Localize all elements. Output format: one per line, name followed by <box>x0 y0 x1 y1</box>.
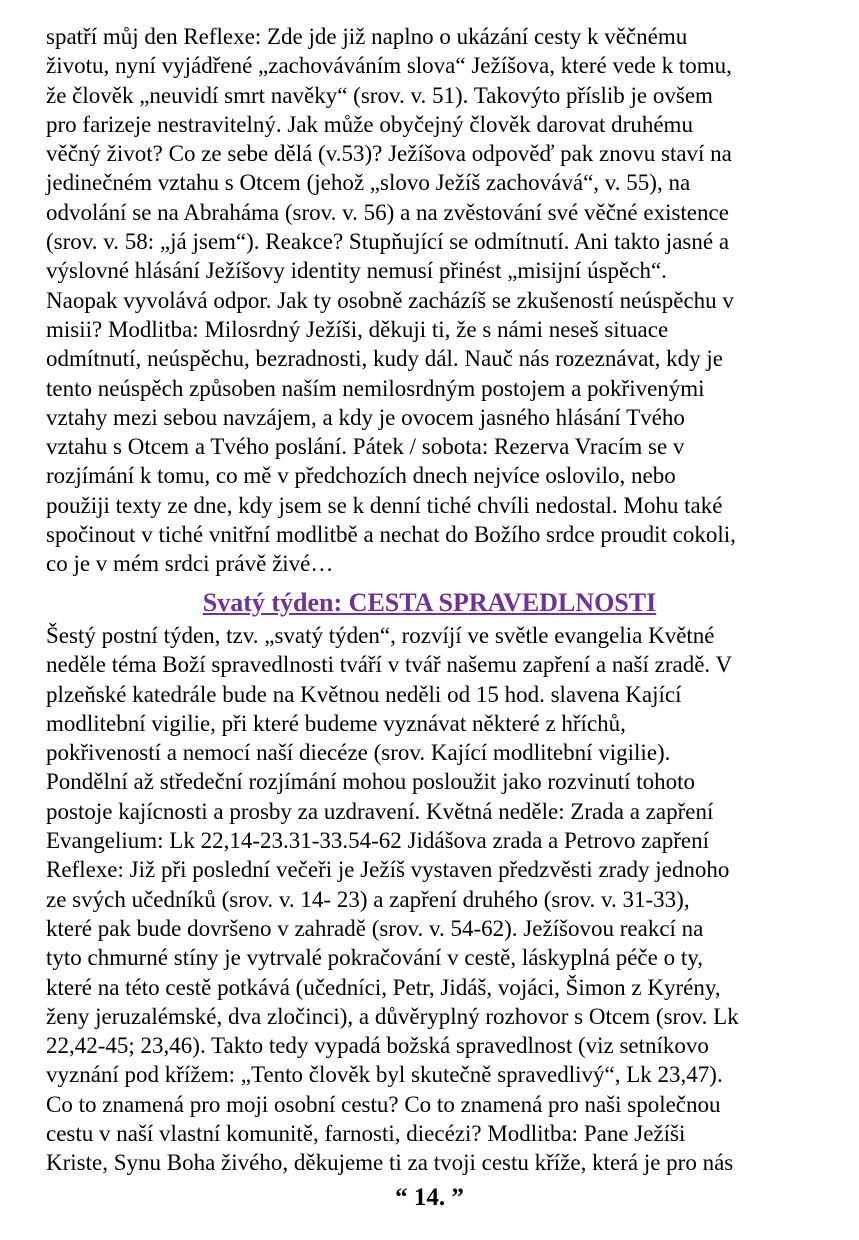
text-line: Evangelium: Lk 22,14-23.31-33.54-62 Jidášova zrada a Petrovo zapření <box>46 828 709 854</box>
text-line: plzeňské katedrále bude na Květnou neděli od 15 hod. slavena Kající <box>46 681 682 707</box>
text-line: tento neúspěch způsoben naším nemilosrdným postojem a pokřivenými <box>46 375 705 401</box>
text-line: Co to znamená pro moji osobní cestu? Co to znamená pro naši společnou <box>46 1091 721 1117</box>
text-line: (srov. v. 58: „já jsem“). Reakce? Stupňující se odmítnutí. Ani takto jasné a <box>46 229 730 255</box>
text-line: výslovné hlásání Ježíšovy identity nemusí přinést „misijní úspěch“. <box>46 258 667 284</box>
text-line: jedinečném vztahu s Otcem (jehož „slovo Ježíš zachovává“, v. 55), na <box>46 170 691 196</box>
text-line: ze svých učedníků (srov. v. 14- 23) a zapření druhého (srov. v. 31-33), <box>46 886 690 912</box>
page-number: “ 14. ” <box>395 1184 464 1211</box>
text-line: neděle téma Boží spravedlnosti tváří v tvář našemu zapření a naší zradě. V <box>46 652 733 678</box>
text-line: Reflexe: Již při poslední večeři je Ježíš vystaven předzvěsti zrady jednoho <box>46 857 730 883</box>
text-line: které pak bude dovršeno v zahradě (srov. v. 54-62). Ježíšovou reakcí na <box>46 915 704 941</box>
text-line: použiji texty ze dne, kdy jsem se k denní tiché chvíli nedostal. Mohu také <box>46 492 723 518</box>
text-line: pro farizeje nestravitelný. Jak může obyčejný člověk darovat druhému <box>46 111 693 137</box>
text-line: rozjímání k tomu, co mě v předchozích dnech nejvíce oslovilo, nebo <box>46 463 676 489</box>
text-line: věčný život? Co ze sebe dělá (v.53)? Ježíšova odpověď pak znovu staví na <box>46 141 732 167</box>
text-line: vyznání pod křížem: „Tento člověk byl skutečně spravedlivý“, Lk 23,47). <box>46 1062 723 1088</box>
text-line: postoje kajícnosti a prosby za uzdravení. Květná neděle: Zrada a zapření <box>46 798 714 824</box>
text-line: pokřiveností a nemocí naší diecéze (srov. Kající modlitební vigilie). <box>46 740 671 766</box>
text-line: cestu v naší vlastní komunitě, farnosti, diecézi? Modlitba: Pane Ježíši <box>46 1121 686 1147</box>
text-line: že člověk „neuvidí smrt navěky“ (srov. v. 51). Takovýto příslib je ovšem <box>46 82 713 108</box>
text-line: ženy jeruzalémské, dva zločinci), a důvěryplný rozhovor s Otcem (srov. Lk <box>46 1003 739 1029</box>
text-line: 22,42-45; 23,46). Takto tedy vypadá božská spravedlnost (viz setníkovo <box>46 1033 709 1059</box>
text-line: které na této cestě potkává (učedníci, Petr, Jidáš, vojáci, Šimon z Kyrény, <box>46 974 721 1000</box>
paragraph-svaty-tyden <box>46 621 826 1178</box>
text-line: Šestý postní týden, tzv. „svatý týden“, rozvíjí ve světle evangelia Květné <box>46 623 715 648</box>
text-line: životu, nyní vyjádřené „zachováváním slova“ Ježíšova, které vede k tomu, <box>46 53 732 79</box>
text-line: tyto chmurné stíny je vytrvalé pokračování v cestě, láskyplná péče o ty, <box>46 945 703 971</box>
text-line: modlitební vigilie, při které budeme vyznávat některé z hříchů, <box>46 710 626 736</box>
text-line: Pondělní až středeční rozjímání mohou posloužit jako rozvinutí tohoto <box>46 769 695 795</box>
text-line: odvolání se na Abraháma (srov. v. 56) a na zvěstování své věčné existence <box>46 199 729 225</box>
paragraph-continued <box>46 22 826 579</box>
text-line: odmítnutí, neúspěchu, bezradnosti, kudy dál. Nauč nás rozeznávat, kdy je <box>46 346 724 372</box>
text-line: co je v mém srdci právě živé… <box>46 551 334 577</box>
text-line: Kriste, Synu Boha živého, děkujeme ti za tvoji cestu kříže, která je pro nás <box>46 1150 734 1176</box>
section-heading: Svatý týden: CESTA SPRAVEDLNOSTI <box>202 588 657 617</box>
text-line: Naopak vyvolává odpor. Jak ty osobně zacházíš se zkušeností neúspěchu v <box>46 287 734 313</box>
text-line: misii? Modlitba: Milosrdný Ježíši, děkuji ti, že s námi neseš situace <box>46 316 669 342</box>
text-line: vztahy mezi sebou navzájem, a kdy je ovocem jasného hlásání Tvého <box>46 404 685 430</box>
text-line: spočinout v tiché vnitřní modlitbě a nechat do Božího srdce proudit cokoli, <box>46 522 736 548</box>
text-line: vztahu s Otcem a Tvého poslání. Pátek / sobota: Rezerva Vracím se v <box>46 434 685 460</box>
text-line: spatří můj den Reflexe: Zde jde již naplno o ukázání cesty k věčnému <box>46 24 688 49</box>
